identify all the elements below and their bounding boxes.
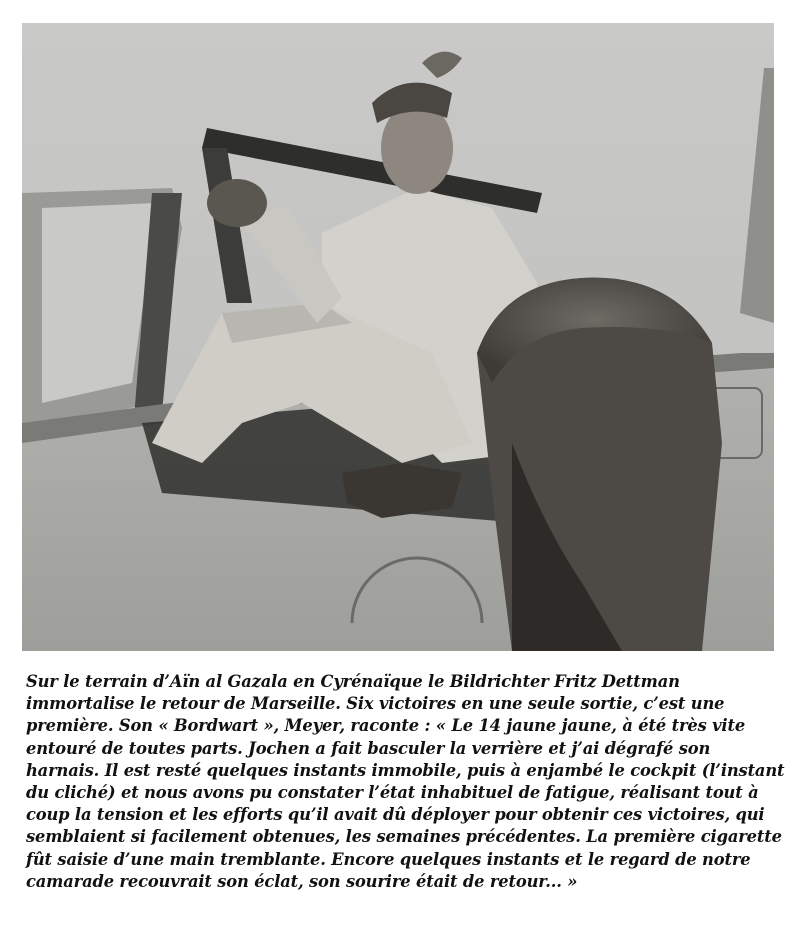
pilot-hand: [207, 179, 267, 227]
caption-line: fût saisie d’une main tremblante. Encore quelques instants et le regard de notre: [26, 849, 751, 869]
caption-line: Sur le terrain d’Aïn al Gazala en Cyrénaïque le Bildrichter Fritz Dettman: [26, 672, 680, 691]
photo-caption: [26, 671, 790, 893]
caption-line: semblaient si facilement obtenues, les semaines précédentes. La première cigarette: [26, 827, 782, 847]
photo-icon: [22, 23, 774, 651]
caption-line: camarade recouvrait son éclat, son sourire était de retour... »: [26, 871, 578, 891]
caption-line: entouré de toutes parts. Jochen a fait basculer la verrière et j’ai dégrafé son: [26, 738, 711, 758]
caption-line: harnais. Il est resté quelques instants immobile, puis à enjambé le cockpit (l’instant: [26, 760, 785, 780]
caption-line: coup la tension et les efforts qu’il avait dû déployer pour obtenir ces victoires, qui: [26, 805, 765, 825]
caption-line: première. Son « Bordwart », Meyer, raconte : « Le 14 jaune jaune, à été très vite: [26, 716, 746, 736]
historical-photo: [22, 23, 774, 651]
caption-line: immortalise le retour de Marseille. Six victoires en une seule sortie, c’est une: [26, 694, 725, 714]
caption-line: du cliché) et nous avons pu constater l’état inhabituel de fatigue, réalisant tout à: [26, 783, 759, 803]
